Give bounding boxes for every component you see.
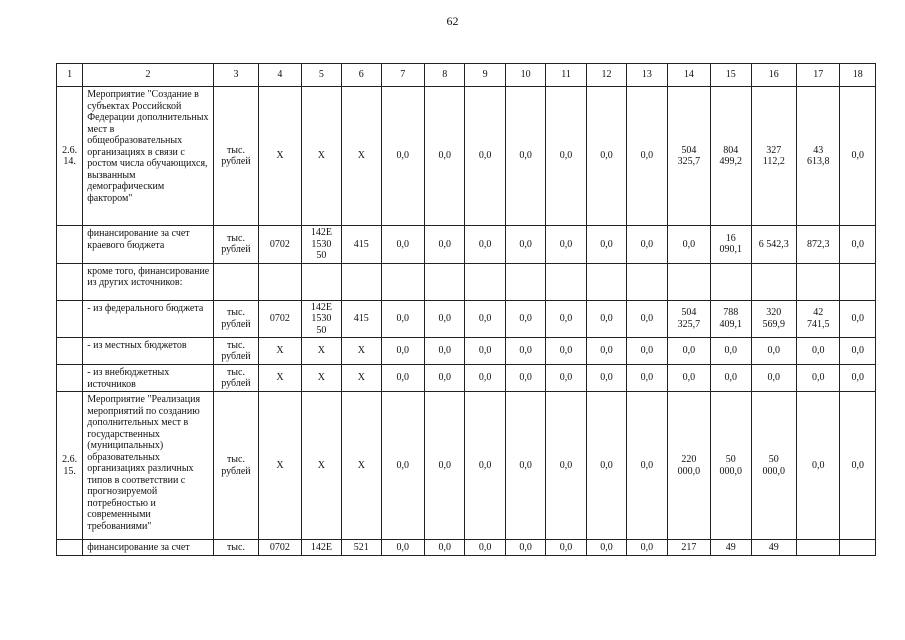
header-cell: 1 [57, 64, 83, 87]
value-cell: 0,0 [465, 540, 505, 556]
row-number-cell [57, 338, 83, 365]
value-cell: 0,0 [627, 87, 667, 226]
header-cell: 18 [840, 64, 876, 87]
value-cell: 327 112,2 [751, 87, 797, 226]
value-cell: 0,0 [424, 226, 464, 264]
value-cell: 0,0 [465, 87, 505, 226]
value-cell: 804 499,2 [711, 87, 751, 226]
value-cell: X [342, 87, 381, 226]
value-cell: 0,0 [424, 300, 464, 338]
value-cell [840, 540, 876, 556]
row-number-cell: 2.6. 15. [57, 392, 83, 540]
value-cell: 50 000,0 [711, 392, 751, 540]
value-cell: X [342, 338, 381, 365]
header-row [57, 64, 876, 87]
item-name-cell: кроме того, финансирование из других источников: [83, 263, 213, 300]
unit-cell: тыс. рублей [213, 300, 259, 338]
value-cell: 0,0 [586, 87, 626, 226]
table-row [57, 263, 876, 300]
header-cell: 17 [797, 64, 840, 87]
value-cell: 415 [342, 226, 381, 264]
value-cell: 0,0 [381, 300, 424, 338]
value-cell: 0,0 [381, 87, 424, 226]
unit-cell: тыс. рублей [213, 392, 259, 540]
value-cell: 0,0 [840, 365, 876, 392]
value-cell: 0,0 [546, 392, 586, 540]
value-cell: X [301, 338, 341, 365]
value-cell: 0,0 [627, 540, 667, 556]
value-cell: 0,0 [667, 365, 710, 392]
value-cell: X [342, 392, 381, 540]
header-cell: 11 [546, 64, 586, 87]
table-row [57, 87, 876, 226]
value-cell: 0,0 [505, 392, 545, 540]
value-cell: 0,0 [627, 338, 667, 365]
unit-cell: тыс. рублей [213, 226, 259, 264]
value-cell [342, 263, 381, 300]
value-cell [751, 263, 797, 300]
value-cell: 0,0 [840, 226, 876, 264]
item-name-cell: финансирование за счет [83, 540, 213, 556]
value-cell: 0,0 [546, 540, 586, 556]
item-name-cell: Мероприятие "Создание в субъектах Российской Федерации дополнительных мест в общеобразовательных организациях в связи с ростом числа обучающихся, вызванным демографическим фактором" [83, 87, 213, 226]
value-cell: 0702 [259, 300, 301, 338]
value-cell: 142Е [301, 540, 341, 556]
row-number-cell [57, 263, 83, 300]
value-cell: 0,0 [627, 365, 667, 392]
value-cell: 0,0 [505, 87, 545, 226]
value-cell: 504 325,7 [667, 87, 710, 226]
value-cell: 0,0 [381, 540, 424, 556]
header-cell: 12 [586, 64, 626, 87]
value-cell: 0,0 [465, 338, 505, 365]
value-cell [840, 263, 876, 300]
value-cell: 0702 [259, 226, 301, 264]
row-number-cell [57, 300, 83, 338]
value-cell: 0,0 [465, 392, 505, 540]
table-row [57, 338, 876, 365]
table-row [57, 300, 876, 338]
value-cell: 0,0 [751, 338, 797, 365]
value-cell: 0,0 [424, 392, 464, 540]
table-row [57, 540, 876, 556]
value-cell: 0,0 [840, 338, 876, 365]
value-cell: 0,0 [627, 300, 667, 338]
unit-cell [213, 263, 259, 300]
item-name-cell: финансирование за счет краевого бюджета [83, 226, 213, 264]
value-cell: 0,0 [546, 300, 586, 338]
value-cell: 0,0 [505, 540, 545, 556]
value-cell: 0,0 [381, 226, 424, 264]
unit-cell: тыс. рублей [213, 338, 259, 365]
item-name-cell: - из внебюджетных источников [83, 365, 213, 392]
item-name-cell: Мероприятие "Реализация мероприятий по созданию дополнительных мест в государственных (муниципальных) образовательных организациях различных типов в соответствии с прогнозируемой потребностью и современными требованиями" [83, 392, 213, 540]
item-name-cell: - из местных бюджетов [83, 338, 213, 365]
value-cell: 0,0 [505, 365, 545, 392]
value-cell [505, 263, 545, 300]
row-number-cell [57, 540, 83, 556]
header-cell: 14 [667, 64, 710, 87]
value-cell: 0,0 [797, 392, 840, 540]
row-number-cell [57, 365, 83, 392]
row-number-cell: 2.6. 14. [57, 87, 83, 226]
value-cell: 0,0 [667, 226, 710, 264]
value-cell: 0,0 [381, 392, 424, 540]
value-cell: 788 409,1 [711, 300, 751, 338]
value-cell: 0,0 [381, 338, 424, 365]
value-cell: 0,0 [505, 226, 545, 264]
value-cell: 0702 [259, 540, 301, 556]
value-cell: 504 325,7 [667, 300, 710, 338]
value-cell [301, 263, 341, 300]
value-cell: 0,0 [751, 365, 797, 392]
budget-table [56, 63, 876, 556]
value-cell: 320 569,9 [751, 300, 797, 338]
header-cell: 6 [342, 64, 381, 87]
value-cell: 0,0 [546, 226, 586, 264]
header-cell: 8 [424, 64, 464, 87]
unit-cell: тыс. рублей [213, 87, 259, 226]
header-cell: 9 [465, 64, 505, 87]
value-cell: 0,0 [546, 87, 586, 226]
page-number: 62 [446, 14, 459, 28]
table-row [57, 392, 876, 540]
table-row [57, 365, 876, 392]
header-cell: 3 [213, 64, 259, 87]
value-cell: 0,0 [586, 300, 626, 338]
value-cell [797, 263, 840, 300]
value-cell: X [259, 338, 301, 365]
value-cell [424, 263, 464, 300]
value-cell [465, 263, 505, 300]
value-cell: 0,0 [505, 338, 545, 365]
value-cell: 0,0 [840, 87, 876, 226]
value-cell: 0,0 [424, 365, 464, 392]
header-cell: 13 [627, 64, 667, 87]
header-cell: 4 [259, 64, 301, 87]
unit-cell: тыс. рублей [213, 365, 259, 392]
value-cell [797, 540, 840, 556]
value-cell: X [301, 392, 341, 540]
value-cell: 142Е 1530 50 [301, 300, 341, 338]
value-cell: 0,0 [586, 540, 626, 556]
value-cell [381, 263, 424, 300]
value-cell: 0,0 [667, 338, 710, 365]
value-cell: 50 000,0 [751, 392, 797, 540]
value-cell: 0,0 [381, 365, 424, 392]
value-cell [259, 263, 301, 300]
value-cell: 0,0 [546, 365, 586, 392]
value-cell: 0,0 [586, 392, 626, 540]
value-cell: 0,0 [465, 226, 505, 264]
value-cell: 0,0 [627, 226, 667, 264]
value-cell: X [259, 392, 301, 540]
value-cell: 0,0 [711, 365, 751, 392]
value-cell: 0,0 [840, 300, 876, 338]
value-cell: X [342, 365, 381, 392]
value-cell: 415 [342, 300, 381, 338]
value-cell: 0,0 [465, 300, 505, 338]
value-cell: 0,0 [586, 365, 626, 392]
table-row [57, 226, 876, 264]
value-cell: 0,0 [711, 338, 751, 365]
value-cell: 49 [711, 540, 751, 556]
row-number-cell [57, 226, 83, 264]
value-cell: 521 [342, 540, 381, 556]
value-cell: 0,0 [586, 226, 626, 264]
value-cell: 49 [751, 540, 797, 556]
header-cell: 7 [381, 64, 424, 87]
value-cell: 0,0 [505, 300, 545, 338]
value-cell: 0,0 [424, 540, 464, 556]
value-cell: 0,0 [627, 392, 667, 540]
value-cell: X [301, 87, 341, 226]
value-cell [627, 263, 667, 300]
value-cell: 0,0 [424, 87, 464, 226]
value-cell [667, 263, 710, 300]
header-cell: 15 [711, 64, 751, 87]
header-cell: 10 [505, 64, 545, 87]
value-cell [586, 263, 626, 300]
header-cell: 16 [751, 64, 797, 87]
value-cell: 220 000,0 [667, 392, 710, 540]
value-cell: X [259, 87, 301, 226]
value-cell: 0,0 [586, 338, 626, 365]
value-cell: 0,0 [424, 338, 464, 365]
value-cell [546, 263, 586, 300]
value-cell: 0,0 [797, 338, 840, 365]
value-cell: 872,3 [797, 226, 840, 264]
unit-cell: тыс. [213, 540, 259, 556]
value-cell: 0,0 [465, 365, 505, 392]
value-cell: 6 542,3 [751, 226, 797, 264]
value-cell: 42 741,5 [797, 300, 840, 338]
header-cell: 2 [83, 64, 213, 87]
value-cell: X [301, 365, 341, 392]
value-cell: 217 [667, 540, 710, 556]
value-cell: X [259, 365, 301, 392]
value-cell: 16 090,1 [711, 226, 751, 264]
header-cell: 5 [301, 64, 341, 87]
value-cell: 43 613,8 [797, 87, 840, 226]
value-cell: 0,0 [840, 392, 876, 540]
value-cell: 0,0 [546, 338, 586, 365]
item-name-cell: - из федерального бюджета [83, 300, 213, 338]
value-cell: 0,0 [797, 365, 840, 392]
value-cell [711, 263, 751, 300]
value-cell: 142Е 1530 50 [301, 226, 341, 264]
